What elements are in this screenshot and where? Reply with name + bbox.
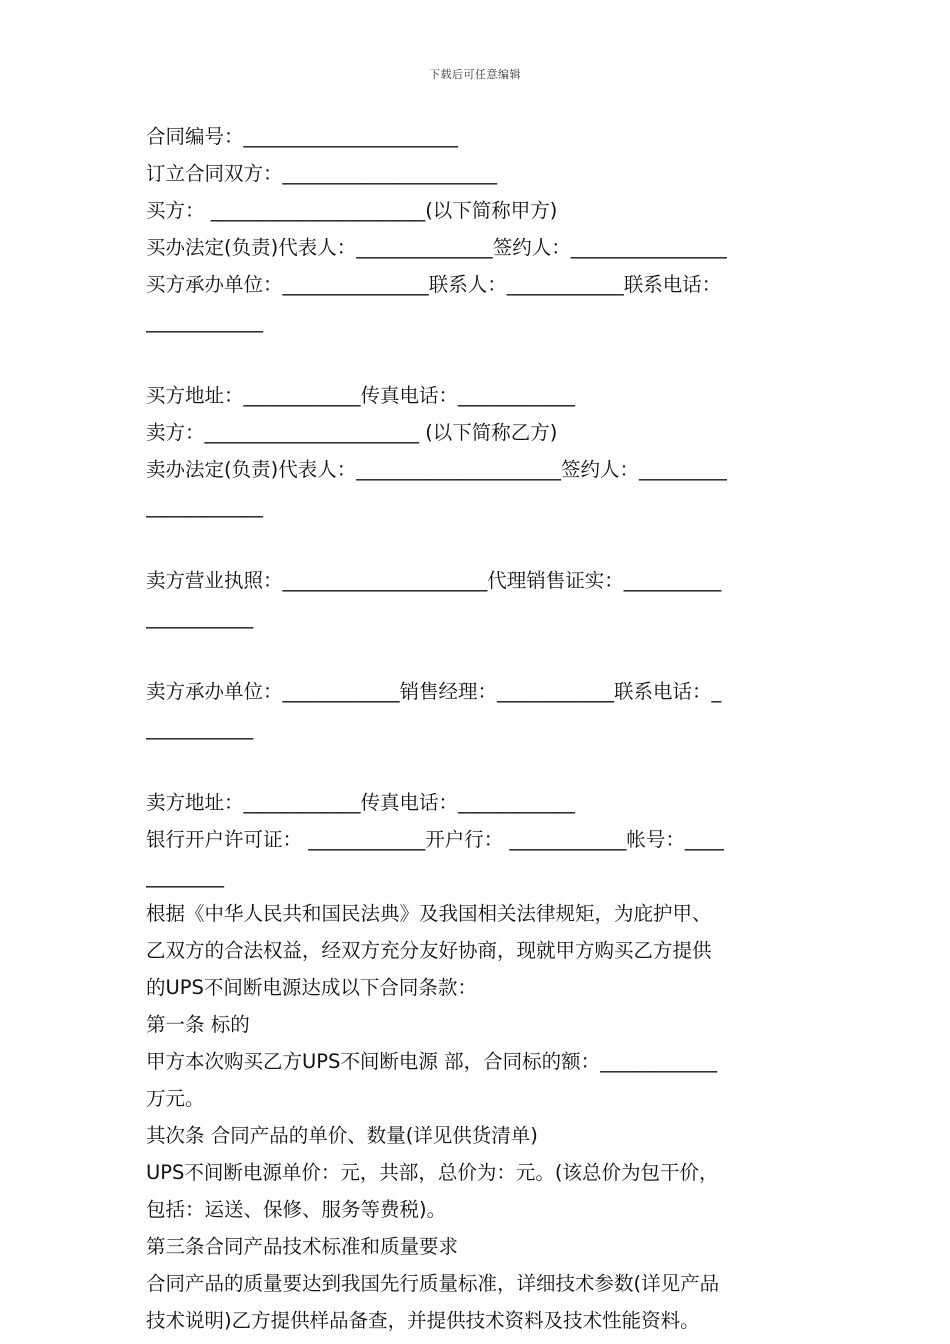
page-header-note: 下载后可任意编辑 (429, 68, 521, 81)
article-2-body-line-2: 包括：运送、保修、服务等费税)。 (146, 1198, 447, 1221)
article-1-body-line-2: 万元。 (146, 1087, 205, 1110)
preamble-line-2: 乙双方的合法权益，经双方充分友好协商，现就甲方购买乙方提供 (146, 939, 712, 962)
preamble-line-1: 根据《中华人民共和国民法典》及我国相关法律规矩，为庇护甲、 (146, 902, 712, 925)
article-1-body-line-1: 甲方本次购买乙方UPS不间断电源 部，合同标的额：____________ (146, 1050, 718, 1073)
seller-unit-line-continued: ___________ (146, 717, 254, 740)
article-2-body-line-1: UPS不间断电源单价：元，共部，总价为：元。(该总价为包干价， (146, 1161, 719, 1184)
seller-line: 卖方：______________________ (以下简称乙方) (146, 421, 558, 444)
contract-body (146, 118, 808, 1339)
seller-license-line-continued: ___________ (146, 606, 254, 629)
seller-representative-line-continued: ____________ (146, 495, 263, 518)
article-3-body-line-2: 技术说明)乙方提供样品备查，并提供技术资料及技术性能资料。 (146, 1309, 700, 1332)
buyer-unit-line: 买方承办单位：_______________联系人：____________联系电话： (146, 273, 722, 296)
article-3-heading: 第三条合同产品技术标准和质量要求 (146, 1235, 459, 1258)
buyer-unit-line-continued: ____________ (146, 310, 263, 333)
article-1-heading: 第一条 标的 (146, 1013, 250, 1036)
buyer-representative-line: 买办法定(负责)代表人：______________签约人：________________ (146, 236, 727, 259)
article-3-body-line-1: 合同产品的质量要达到我国先行质量标准，详细技术参数(详见产品 (146, 1272, 720, 1295)
contract-parties-line: 订立合同双方：______________________ (146, 162, 498, 185)
preamble-line-3: 的UPS不间断电源达成以下合同条款： (146, 976, 477, 999)
seller-license-line: 卖方营业执照：_____________________代理销售证实：__________ (146, 569, 722, 592)
article-2-heading: 其次条 合同产品的单价、数量(详见供货清单) (146, 1124, 538, 1147)
contract-number-line: 合同编号：______________________ (146, 125, 459, 148)
seller-representative-line: 卖办法定(负责)代表人：_____________________签约人：_________ (146, 458, 727, 481)
buyer-line: 买方： ______________________(以下简称甲方) (146, 199, 558, 222)
buyer-address-line: 买方地址：____________传真电话：____________ (146, 384, 576, 407)
bank-line-continued: ________ (146, 865, 224, 888)
bank-line: 银行开户许可证： ____________开户行： ____________帐号：____ (146, 828, 724, 851)
seller-unit-line: 卖方承办单位：____________销售经理：____________联系电话：_ (146, 680, 722, 703)
seller-address-line: 卖方地址：____________传真电话：____________ (146, 791, 576, 814)
